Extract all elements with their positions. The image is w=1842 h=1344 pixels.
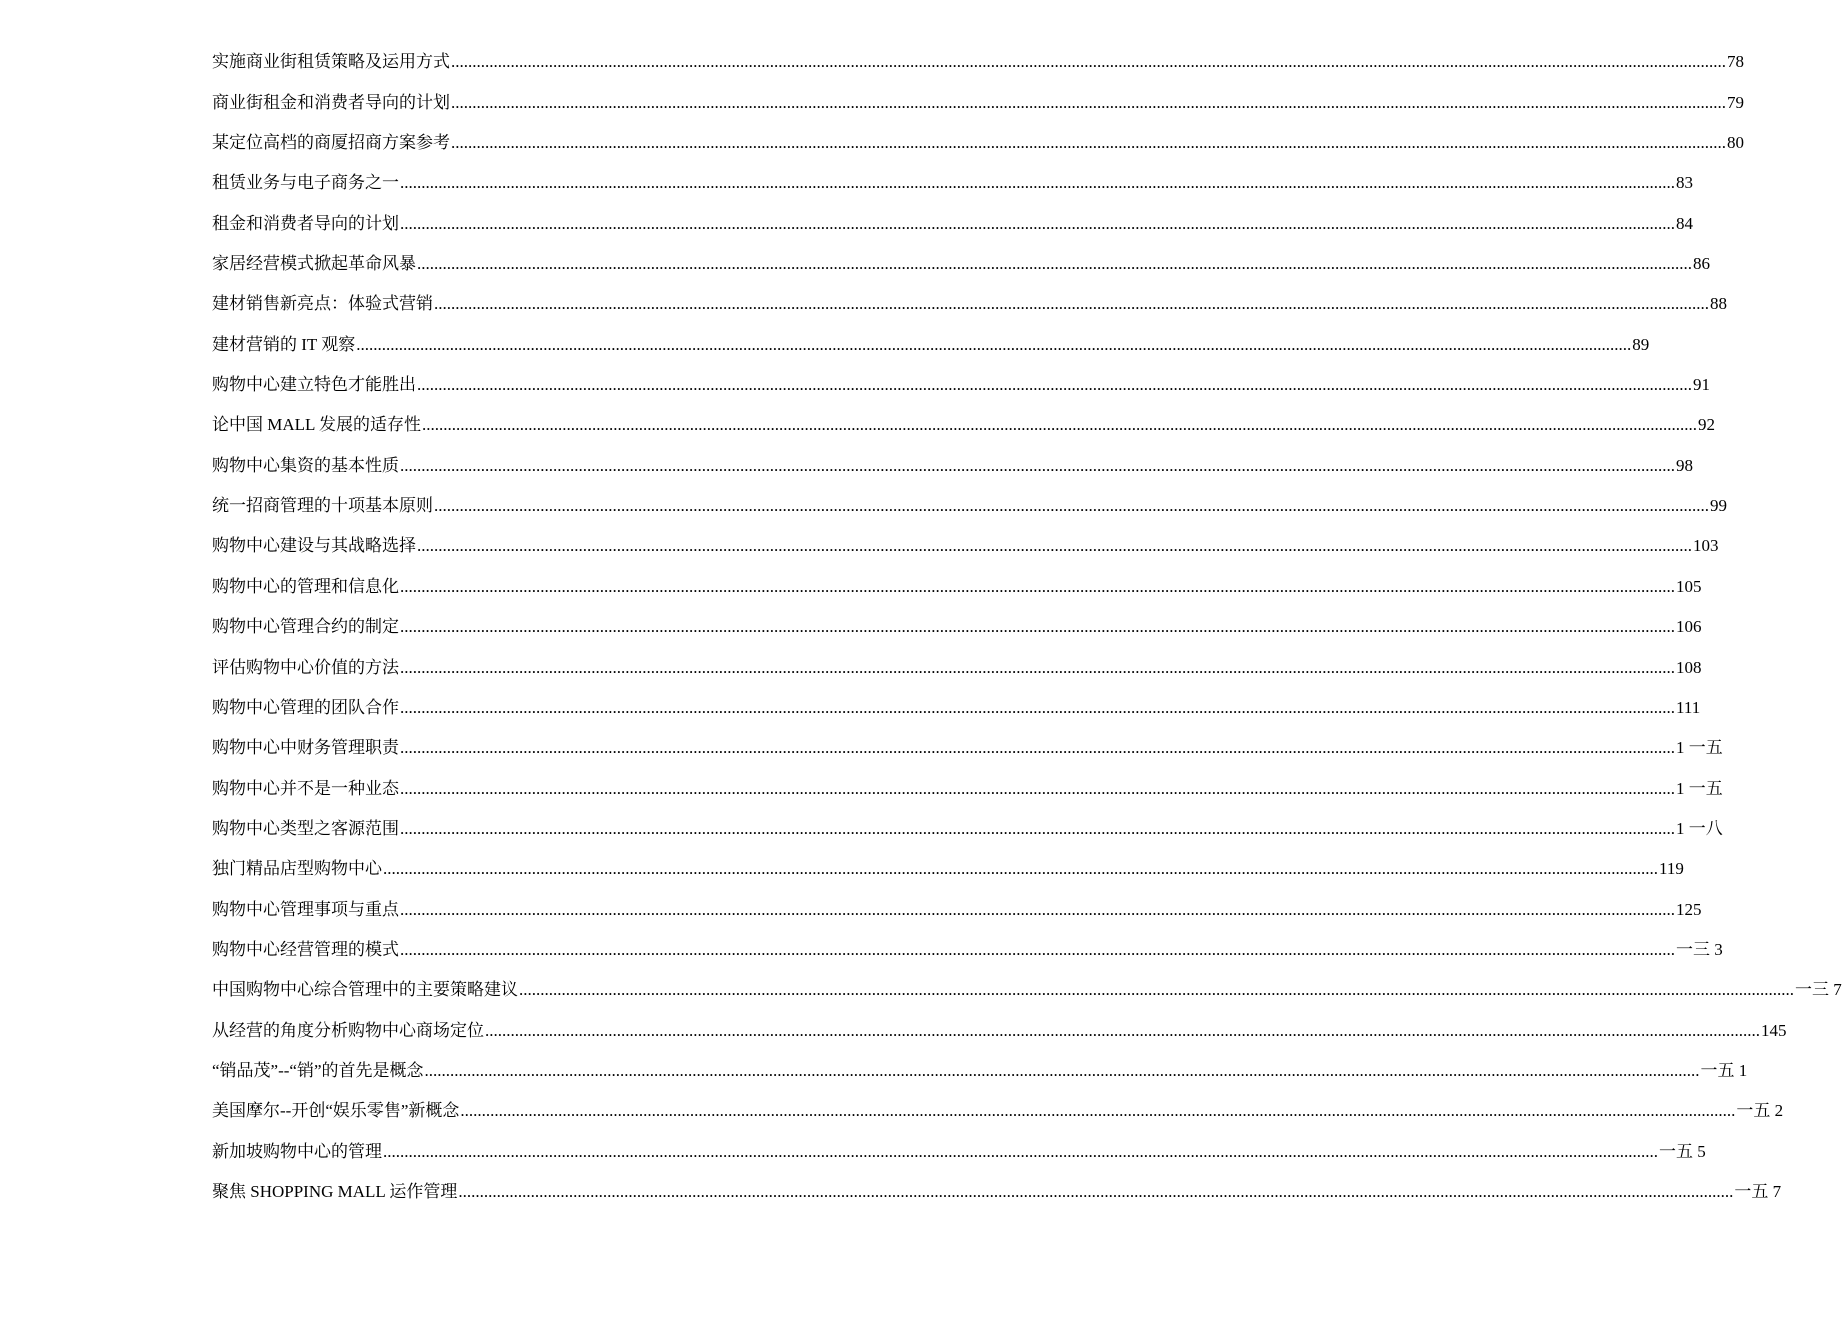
toc-entry-title: 购物中心经营管理的模式 — [212, 939, 399, 959]
toc-entry-title: 实施商业街租赁策略及运用方式 — [212, 52, 450, 72]
toc-dot-leader: ............................................................................................................................................................................................................................................................................................................ — [400, 617, 1675, 637]
toc-entry[interactable] — [212, 244, 1710, 284]
toc-dot-leader: ............................................................................................................................................................................................................................................................................................................ — [451, 92, 1726, 112]
toc-dot-leader: ............................................................................................................................................................................................................................................................................................................ — [458, 1181, 1734, 1201]
toc-entry-page-number: 91 — [1693, 375, 1710, 395]
toc-dot-leader: ............................................................................................................................................................................................................................................................................................................ — [400, 576, 1675, 596]
toc-entry-title: 购物中心管理事项与重点 — [212, 899, 399, 919]
toc-entry-page-number: 一三 3 — [1676, 939, 1723, 959]
toc-dot-leader: ............................................................................................................................................................................................................................................................................................................ — [400, 213, 1675, 233]
toc-entry-title: “销品茂”--“销”的首先是概念 — [212, 1060, 424, 1080]
toc-entry[interactable] — [212, 82, 1744, 122]
table-of-contents — [212, 42, 1842, 1212]
toc-entry-title: 购物中心类型之客源范围 — [212, 818, 399, 838]
toc-entry-title: 租赁业务与电子商务之一 — [212, 173, 399, 193]
toc-entry-page-number: 125 — [1676, 899, 1702, 919]
toc-entry-page-number: 105 — [1676, 576, 1702, 596]
toc-dot-leader: ............................................................................................................................................................................................................................................................................................................ — [519, 980, 1794, 1000]
toc-dot-leader: ............................................................................................................................................................................................................................................................................................................ — [417, 254, 1692, 274]
toc-entry[interactable] — [212, 284, 1727, 324]
toc-entry-title: 统一招商管理的十项基本原则 — [212, 496, 433, 516]
toc-entry[interactable] — [212, 647, 1702, 687]
toc-entry-title: 美国摩尔--开创“娱乐零售”新概念 — [212, 1101, 460, 1121]
toc-entry-page-number: 111 — [1676, 697, 1701, 717]
toc-entry-title: 购物中心建设与其战略选择 — [212, 536, 416, 556]
toc-dot-leader: ............................................................................................................................................................................................................................................................................................................ — [356, 334, 1632, 354]
toc-entry[interactable] — [212, 1091, 1784, 1131]
toc-entry-page-number: 一五 7 — [1734, 1181, 1782, 1201]
toc-dot-leader: ............................................................................................................................................................................................................................................................................................................ — [451, 133, 1726, 153]
toc-entry-page-number: 92 — [1698, 415, 1716, 435]
toc-entry-title: 购物中心中财务管理职责 — [212, 738, 399, 758]
toc-entry-page-number: 103 — [1693, 536, 1719, 556]
toc-dot-leader: ............................................................................................................................................................................................................................................................................................................ — [400, 939, 1675, 959]
toc-entry-title: 建材销售新亮点：体验式营销 — [212, 294, 433, 314]
toc-entry-title: 商业街租金和消费者导向的计划 — [212, 92, 450, 112]
toc-entry[interactable] — [212, 324, 1650, 364]
toc-entry[interactable] — [212, 163, 1693, 203]
toc-entry-title: 购物中心集资的基本性质 — [212, 455, 399, 475]
toc-entry[interactable] — [212, 809, 1723, 849]
toc-entry-page-number: 78 — [1727, 52, 1744, 72]
toc-entry-page-number: 79 — [1727, 92, 1744, 112]
toc-entry[interactable] — [212, 889, 1702, 929]
toc-entry[interactable] — [212, 365, 1710, 405]
toc-entry-title: 中国购物中心综合管理中的主要策略建议 — [212, 980, 518, 1000]
toc-entry[interactable] — [212, 930, 1723, 970]
toc-entry-page-number: 1 一五 — [1676, 778, 1723, 798]
toc-entry-title: 新加坡购物中心的管理 — [212, 1141, 382, 1161]
toc-entry-title: 租金和消费者导向的计划 — [212, 213, 399, 233]
toc-entry-title: 某定位高档的商厦招商方案参考 — [212, 133, 450, 153]
toc-entry-page-number: 80 — [1727, 133, 1744, 153]
toc-entry-title: 购物中心管理的团队合作 — [212, 697, 399, 717]
toc-dot-leader: ............................................................................................................................................................................................................................................................................................................ — [434, 294, 1709, 314]
toc-dot-leader: ............................................................................................................................................................................................................................................................................................................ — [424, 1060, 1700, 1080]
toc-entry[interactable] — [212, 1172, 1782, 1212]
toc-entry-title: 从经营的角度分析购物中心商场定位 — [212, 1020, 484, 1040]
toc-dot-leader: ............................................................................................................................................................................................................................................................................................................ — [400, 173, 1675, 193]
toc-entry-title: 购物中心的管理和信息化 — [212, 576, 399, 596]
toc-entry[interactable] — [212, 42, 1744, 82]
toc-entry-title: 购物中心并不是一种业态 — [212, 778, 399, 798]
toc-entry-title: 购物中心建立特色才能胜出 — [212, 375, 416, 395]
toc-entry[interactable] — [212, 203, 1693, 243]
toc-entry-page-number: 一五 1 — [1700, 1060, 1748, 1080]
toc-entry[interactable] — [212, 728, 1723, 768]
toc-entry[interactable] — [212, 768, 1723, 808]
toc-dot-leader: ............................................................................................................................................................................................................................................................................................................ — [451, 52, 1726, 72]
toc-entry-page-number: 84 — [1676, 213, 1693, 233]
toc-dot-leader: ............................................................................................................................................................................................................................................................................................................ — [383, 1141, 1658, 1161]
toc-dot-leader: ............................................................................................................................................................................................................................................................................................................ — [400, 657, 1675, 677]
toc-dot-leader: ............................................................................................................................................................................................................................................................................................................ — [417, 536, 1692, 556]
toc-dot-leader: ............................................................................................................................................................................................................................................................................................................ — [485, 1020, 1760, 1040]
toc-entry[interactable] — [212, 123, 1744, 163]
toc-entry[interactable] — [212, 1131, 1706, 1171]
toc-entry[interactable] — [212, 970, 1842, 1010]
toc-entry[interactable] — [212, 849, 1684, 889]
toc-dot-leader: ............................................................................................................................................................................................................................................................................................................ — [400, 738, 1675, 758]
toc-dot-leader: ............................................................................................................................................................................................................................................................................................................ — [434, 496, 1709, 516]
toc-entry-page-number: 一三 7 — [1795, 980, 1842, 1000]
toc-dot-leader: ............................................................................................................................................................................................................................................................................................................ — [417, 375, 1692, 395]
toc-entry-title: 家居经营模式掀起革命风暴 — [212, 254, 416, 274]
toc-dot-leader: ............................................................................................................................................................................................................................................................................................................ — [400, 697, 1675, 717]
toc-entry-title: 建材营销的 IT 观察 — [212, 334, 356, 354]
toc-dot-leader: ............................................................................................................................................................................................................................................................................................................ — [400, 899, 1675, 919]
toc-entry-title: 购物中心管理合约的制定 — [212, 617, 399, 637]
toc-entry-page-number: 145 — [1761, 1020, 1787, 1040]
toc-dot-leader: ............................................................................................................................................................................................................................................................................................................ — [400, 778, 1675, 798]
toc-entry[interactable] — [212, 1010, 1787, 1050]
toc-entry[interactable] — [212, 688, 1701, 728]
toc-entry-title: 论中国 MALL 发展的适存性 — [212, 415, 422, 435]
toc-entry[interactable] — [212, 445, 1693, 485]
toc-entry-page-number: 106 — [1676, 617, 1702, 637]
toc-entry[interactable] — [212, 486, 1727, 526]
toc-entry-title: 评估购物中心价值的方法 — [212, 657, 399, 677]
toc-entry-page-number: 一五 5 — [1659, 1141, 1706, 1161]
toc-entry[interactable] — [212, 566, 1702, 606]
toc-dot-leader: ............................................................................................................................................................................................................................................................................................................ — [460, 1101, 1736, 1121]
toc-dot-leader: ............................................................................................................................................................................................................................................................................................................ — [383, 859, 1658, 879]
toc-entry-page-number: 108 — [1676, 657, 1702, 677]
toc-entry[interactable] — [212, 1051, 1748, 1091]
toc-entry-page-number: 一五 2 — [1736, 1101, 1784, 1121]
toc-entry-page-number: 99 — [1710, 496, 1727, 516]
toc-entry-title: 聚焦 SHOPPING MALL 运作管理 — [212, 1181, 458, 1201]
toc-entry-page-number: 88 — [1710, 294, 1727, 314]
toc-dot-leader: ............................................................................................................................................................................................................................................................................................................ — [422, 415, 1698, 435]
toc-entry-page-number: 86 — [1693, 254, 1710, 274]
toc-entry[interactable] — [212, 405, 1716, 445]
toc-entry-page-number: 119 — [1659, 859, 1684, 879]
toc-dot-leader: ............................................................................................................................................................................................................................................................................................................ — [400, 818, 1675, 838]
toc-entry-page-number: 83 — [1676, 173, 1693, 193]
toc-entry-page-number: 98 — [1676, 455, 1693, 475]
toc-entry-page-number: 89 — [1632, 334, 1650, 354]
toc-entry[interactable] — [212, 526, 1719, 566]
toc-entry-page-number: 1 一八 — [1676, 818, 1723, 838]
toc-entry-title: 独门精品店型购物中心 — [212, 859, 382, 879]
toc-entry-page-number: 1 一五 — [1676, 738, 1723, 758]
toc-entry[interactable] — [212, 607, 1702, 647]
toc-dot-leader: ............................................................................................................................................................................................................................................................................................................ — [400, 455, 1675, 475]
